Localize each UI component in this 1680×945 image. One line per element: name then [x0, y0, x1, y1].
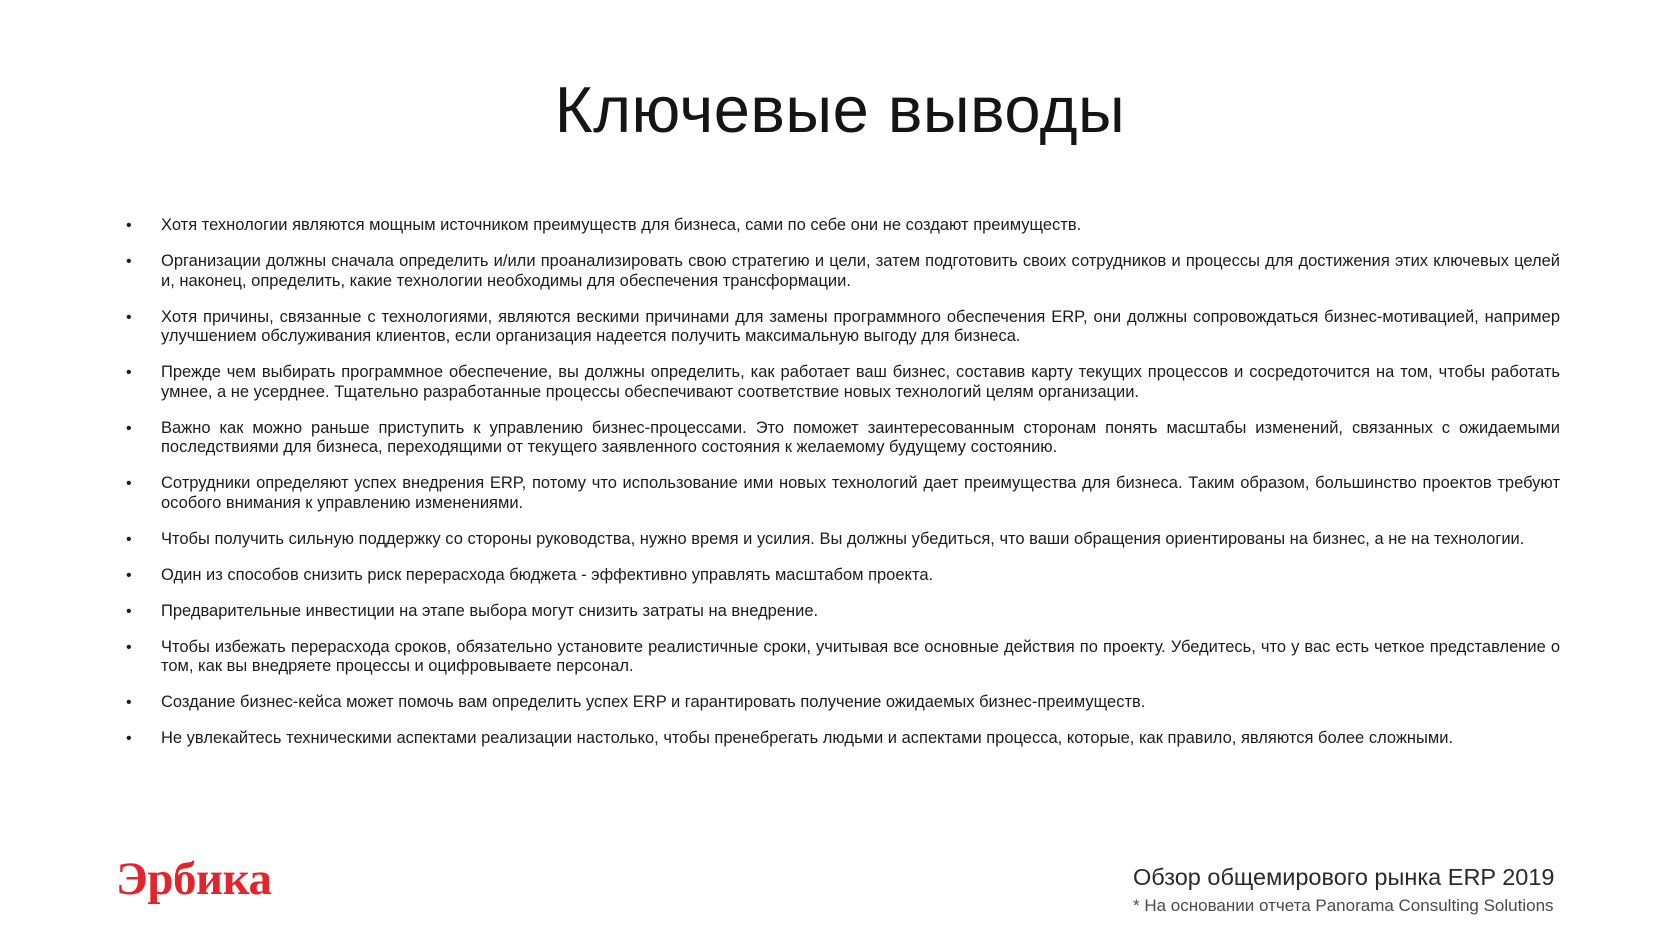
list-item: [126, 308, 1560, 347]
bullet-icon: •: [126, 694, 132, 711]
list-item: [126, 729, 1560, 749]
list-item-text: Создание бизнес-кейса может помочь вам определить успех ERP и гарантировать получение ожидаемых бизнес-преимуществ.: [161, 693, 1146, 711]
list-item: [126, 693, 1560, 713]
list-item-text: Важно как можно раньше приступить к управлению бизнес-процессами. Это поможет заинтересованным сторонам понять масштабы изменений, связанных с ожидаемыми последствиями для бизнеса, переходящими от текущего заявленного состояния к желаемому будущему состоянию.: [161, 418, 1560, 456]
bullet-icon: •: [126, 475, 132, 492]
key-findings-list: [126, 216, 1560, 765]
list-item: [126, 252, 1560, 291]
bullet-icon: •: [126, 730, 132, 747]
list-item: [126, 216, 1560, 236]
company-logo: Эрбика: [116, 853, 272, 905]
bullet-icon: •: [126, 308, 132, 326]
list-item-text: Не увлекайтесь техническими аспектами реализации настолько, чтобы пренебрегать людьми и аспектами процесса, которые, как правило, являются более сложными.: [161, 729, 1454, 747]
list-item: [126, 474, 1560, 513]
bullet-icon: •: [126, 638, 132, 656]
list-item-text: Хотя технологии являются мощным источником преимуществ для бизнеса, сами по себе они не создают преимуществ.: [161, 216, 1082, 234]
list-item-text: Сотрудники определяют успех внедрения ERP, потому что использование ими новых технологий дает преимущества для бизнеса. Таким образом, большинство проектов требуют особого внимания к управлению изменениями.: [161, 474, 1560, 512]
source-note: * На основании отчета Panorama Consulting Solutions: [1133, 896, 1554, 916]
bullet-icon: •: [126, 530, 132, 548]
list-item: [126, 638, 1560, 677]
list-item: [126, 363, 1560, 402]
bullet-icon: •: [126, 217, 132, 234]
list-item: [126, 566, 1560, 586]
footer-info: [1133, 864, 1575, 917]
bullet-icon: •: [126, 602, 132, 620]
list-item-text: Чтобы избежать перерасхода сроков, обязательно установите реалистичные сроки, учитывая все основные действия по проекту. Убедитесь, что у вас есть четкое представление о том, как вы внедряете процессы и оцифровываете персонал.: [161, 637, 1560, 675]
list-item: [126, 530, 1560, 550]
bullet-icon: •: [126, 566, 132, 584]
bullet-icon: •: [126, 364, 132, 381]
list-item: [126, 602, 1560, 622]
list-item-text: Один из способов снизить риск перерасхода бюджета - эффективно управлять масштабом проекта.: [161, 565, 934, 584]
list-item-text: Предварительные инвестиции на этапе выбора могут снизить затраты на внедрение.: [161, 601, 819, 620]
list-item: [126, 419, 1560, 458]
report-title: Обзор общемирового рынка ERP 2019: [1133, 864, 1555, 890]
slide-title: Ключевые выводы: [554, 73, 1126, 146]
bullet-icon: •: [126, 253, 132, 270]
list-item-text: Прежде чем выбирать программное обеспечение, вы должны определить, как работает ваш бизнес, составив карту текущих процессов и сосредоточится на том, чтобы работать умнее, а не усерднее. Тщательно разработанные процессы обеспечивают соответствие новых технологий целям организации.: [161, 363, 1560, 401]
bullet-icon: •: [126, 419, 132, 437]
list-item-text: Чтобы получить сильную поддержку со стороны руководства, нужно время и усилия. Вы должны убедиться, что ваши обращения ориентированы на бизнес, а не на технологии.: [161, 529, 1525, 548]
list-item-text: Хотя причины, связанные с технологиями, являются вескими причинами для замены программного обеспечения ERP, они должны сопровождаться бизнес-мотивацией, например улучшением обслуживания клиентов, если организация надеется получить максимальную выгоду для бизнеса.: [161, 307, 1560, 345]
list-item-text: Организации должны сначала определить и/или проанализировать свою стратегию и цели, затем подготовить своих сотрудников и процессы для достижения этих ключевых целей и, наконец, определить, какие технологии необходимы для обеспечения трансформации.: [161, 252, 1560, 290]
